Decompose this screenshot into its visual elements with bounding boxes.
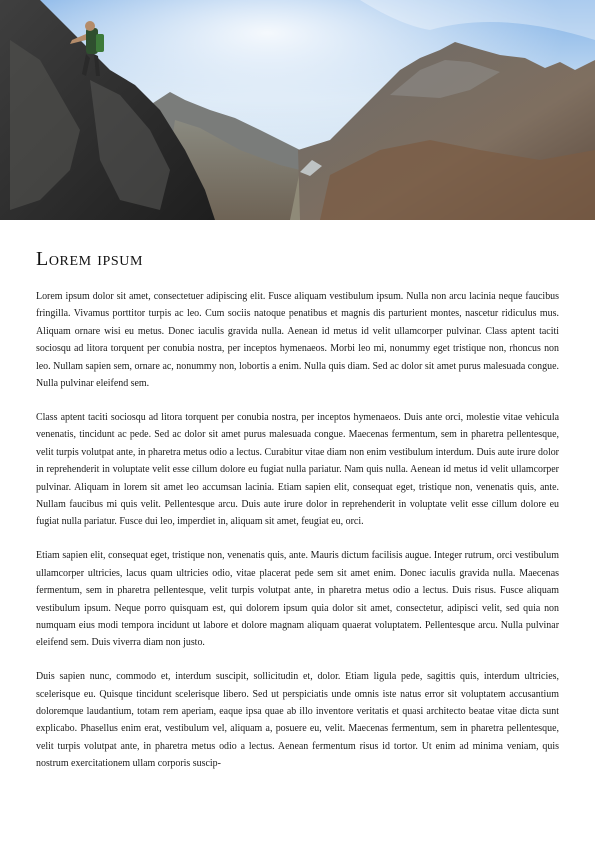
- paragraph-3: Etiam sapien elit, consequat eget, tristique non, venenatis quis, ante. Mauris dictum facilisis augue. Integer rutrum, orci vestibulum ullamcorper ultricies, lacus quam ultricies odio, vitae placerat pede sem sit amet enim. Donec iaculis gravida nulla. Maecenas fermentum, sem in pharetra pellentesque, velit turpis volutpat ante, in pharetra metus odio a lectus. Duis risus. Fusce aliquam vestibulum ipsum. Neque porro quisquam est, qui dolorem ipsum quia dolor sit amet, consectetur, adipisci velit, sed quia non numquam eius modi tempora incidunt ut labore et dolore magnam aliquam quaerat voluptatem. Pellentesque arcu. Nulla pulvinar eleifend sem. Duis viverra diam non justo.: [36, 550, 559, 649]
- paragraph-4: Duis sapien nunc, commodo et, interdum suscipit, sollicitudin et, dolor. Etiam ligula pede, sagittis quis, interdum ultricies, scelerisque eu. Quisque tincidunt scelerisque libero. Sed ut perspiciatis unde omnis iste natus error sit voluptatem accusantium doloremque laudantium, totam rem aperiam, eaque ipsa quae ab illo inventore veritatis et quasi architecto beatae vitae dicta sunt explicabo. Phasellus enim erat, vestibulum vel, aliquam a, posuere eu, velit. Maecenas fermentum, sem in pharetra pellentesque, velit turpis volutpat ante, in pharetra metus odio a lectus. Aenean fermentum risus id tortor. Ut enim ad minima veniam, quis nostrum exercitationem ullam corporis suscip-: [36, 671, 559, 770]
- page-title: Lorem ipsum: [36, 248, 144, 270]
- paragraph-2: Class aptent taciti sociosqu ad litora torquent per conubia nostra, per inceptos hymenaeos. Duis ante orci, molestie vitae vehicula venenatis, tincidunt ac pede. Sed ac dolor sit amet purus malesuada congue. Maecenas fermentum, sem in pharetra pellentesque, velit turpis volutpat ante, in pharetra metus odio a lectus. Curabitur vitae diam non enim vestibulum interdum. Duis aute irure dolor in reprehenderit in voluptate velit esse cillum dolore eu fugiat nulla pariatur. Nam quis nulla. Aenean id metus id velit ullamcorper pulvinar. Aliquam in lorem sit amet leo accumsan lacinia. Etiam sapien elit, consequat eget, tristique non, venenatis quis, ante. Nullam faucibus mi quis velit. Pellentesque arcu. Duis aute irure dolor in reprehenderit in voluptate velit esse cillum dolore eu fugiat nulla pariatur. Fusce dui leo, imperdiet in, aliquam sit amet, feugiat eu, orci.: [36, 411, 559, 528]
- mountain-photo: [0, 0, 595, 220]
- hero-image: [0, 0, 595, 220]
- paragraph-1: Lorem ipsum dolor sit amet, consectetuer adipiscing elit. Fusce aliquam vestibulum ipsum. Nulla non arcu lacinia neque faucibus fringilla. Vivamus porttitor turpis ac leo. Cum sociis natoque penatibus et magnis dis parturient montes, nascetur ridiculus mus. Aliquam ornare wisi eu metus. Donec iaculis gravida nulla. Aenean id metus id velit ullamcorper pulvinar. Class aptent taciti sociosqu ad litora torquent per conubia nostra, per inceptos hymenaeos. Morbi leo mi, nonummy eget tristique non, rhoncus non leo. Nullam sapien sem, ornare ac, nonummy non, lobortis a enim. Nulla quis diam. Sed ac dolor sit amet purus malesuada congue. Nulla pulvinar eleifend sem.: [36, 291, 559, 390]
- article: [36, 248, 559, 789]
